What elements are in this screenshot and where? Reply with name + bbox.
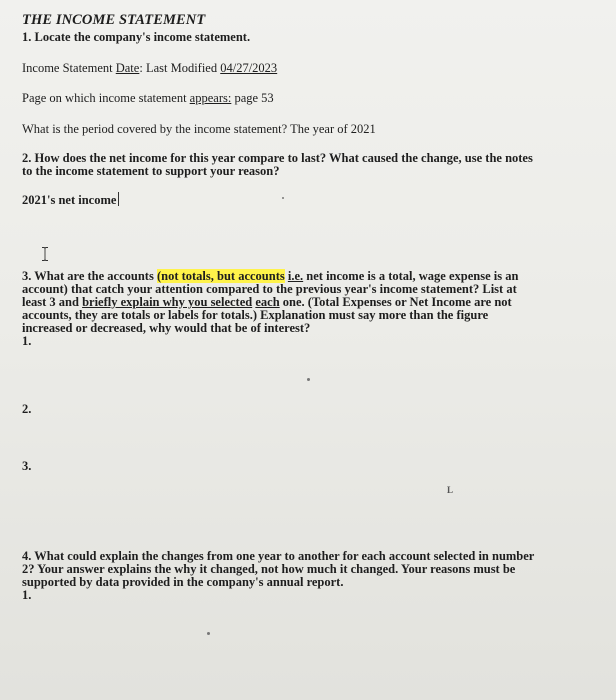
q1-date-rest: : Last Modified: [139, 61, 221, 75]
q4-item-1: 1.: [22, 588, 32, 602]
q2-line-1: 2. How does the net income for this year compare to last? What caused the change, use the notes: [22, 151, 533, 165]
q1-heading: 1. Locate the company's income statement.: [22, 30, 251, 44]
q2-answer[interactable]: [22, 192, 119, 207]
q1-date-word: Date: [115, 61, 140, 75]
q1-page-value: page 53: [231, 91, 274, 105]
q3-l1-pre: 3. What are the accounts: [22, 269, 157, 283]
q3-item-1: 1.: [22, 334, 32, 348]
q3-l3-underlined: briefly explain why you selected: [82, 295, 253, 309]
q3-l3-each: each: [255, 295, 280, 309]
dust-speck: [207, 632, 210, 635]
q4-line-2: 2? Your answer explains the why it changed, not how much it changed. Your reasons must be: [22, 562, 516, 576]
text-cursor: [118, 192, 119, 206]
q4-line-3: supported by data provided in the company's annual report.: [22, 575, 344, 589]
q1-date-value: 04/27/2023: [220, 61, 278, 75]
q1-page-word: appears:: [189, 91, 232, 105]
q3-ie: i.e.: [287, 269, 304, 283]
q3-l1-post: net income is a total, wage expense is an: [303, 269, 519, 283]
q3-item-2: 2.: [22, 402, 32, 416]
q3-line-2: account) that catch your attention compared to the previous year's income statement? List at: [22, 282, 517, 296]
q3-line-3: [22, 295, 512, 309]
dust-speck: [307, 378, 310, 381]
q4-line-1: 4. What could explain the changes from one year to another for each account selected in number: [22, 549, 535, 563]
q3-highlighted-text: (not totals, but accounts: [156, 269, 285, 283]
q3-line-5: increased or decreased, why would that be of interest?: [22, 321, 311, 335]
q3-line-4: accounts, they are totals or labels for totals.) Explanation must say more than the figure: [22, 308, 489, 322]
q1-page-line: [22, 91, 274, 105]
document-title: THE INCOME STATEMENT: [22, 12, 206, 28]
q1-period-line: What is the period covered by the income statement? The year of 2021: [22, 122, 376, 136]
dust-speck: [282, 197, 284, 199]
q2-answer-text: 2021's net income: [22, 193, 117, 207]
q3-line-1: [22, 269, 518, 283]
stray-pen-mark: L: [447, 485, 454, 495]
q1-date-line: [22, 61, 277, 75]
q1-date-label: Income Statement: [22, 61, 116, 75]
q3-l3-pre: least 3 and: [22, 295, 83, 309]
q2-line-2: to the income statement to support your reason?: [22, 164, 280, 178]
q1-page-pre: Page on which income statement: [22, 91, 190, 105]
ibeam-cursor-icon: [41, 247, 49, 261]
q3-l3-post: one. (Total Expenses or Net Income are not: [279, 295, 512, 309]
q3-item-3: 3.: [22, 459, 32, 473]
